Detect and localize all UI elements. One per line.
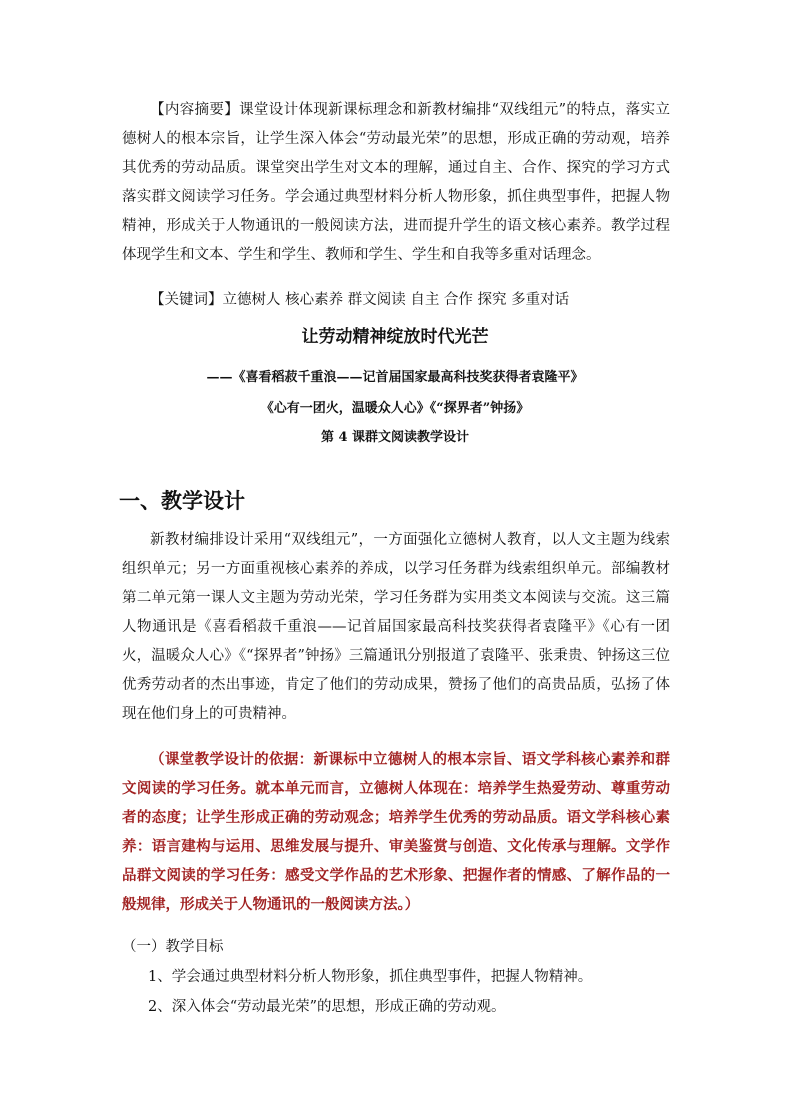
- subtitle-line-3: 第 4 课群文阅读教学设计: [320, 430, 470, 445]
- design-basis-paragraph: （课堂教学设计的依据：新课标中立德树人的根本宗旨、语文学科核心素养和群文阅读的学习任务。就本单元而言，立德树人体现在：培养学生热爱劳动、尊重劳动者的态度；让学生形成正确的劳动观念；培养学生优秀的劳动品质。语文学科核心素养：语言建构与运用、思维发展与提升、审美鉴赏与创造、文化传承与理解。文学作品群文阅读的学习任务：感受文学作品的艺术形象、把握作者的情感、了解作品的一般规律，形成关于人物通讯的一般阅读方法。）: [122, 751, 670, 913]
- objective-item-2: 2、深入体会“劳动最光荣”的思想，形成正确的劳动观。: [148, 999, 506, 1015]
- design-paragraph: 新教材编排设计采用“双线组元”，一方面强化立德树人教育，以人文主题为线索组织单元；另一方面重视核心素养的养成，以学习任务群为线索组织单元。部编教材第二单元第一课人文主题为劳动光荣，学习任务群为实用类文本阅读与交流。这三篇人物通讯是《喜看稻菽千重浪——记首届国家最高科技奖获得者袁隆平》《心有一团火，温暖众人心》《“探界者”钟扬》三篇通讯分别报道了袁隆平、张秉贵、钟扬这三位优秀劳动者的杰出事迹，肯定了他们的劳动成果，赞扬了他们的高贵品质，弘扬了体现在他们身上的可贵精神。: [122, 532, 670, 722]
- keywords-line: 【关键词】立德树人 核心素养 群文阅读 自主 合作 探究 多重对话: [150, 292, 570, 308]
- section-heading-teaching-design: 一、教学设计: [119, 488, 245, 513]
- subtitle-line-1: ——《喜看稻菽千重浪——记首届国家最高科技奖获得者袁隆平》: [206, 370, 584, 385]
- abstract-paragraph: 【内容摘要】课堂设计体现新课标理念和新教材编排“双线组元”的特点，落实立德树人的根本宗旨，让学生深入体会“劳动最光荣”的思想，形成正确的劳动观，培养其优秀的劳动品质。课堂突出学生对文本的理解，通过自主、合作、探究的学习方式落实群文阅读学习任务。学会通过典型材料分析人物形象，抓住典型事件，把握人物精神，形成关于人物通讯的一般阅读方法，进而提升学生的语文核心素养。教学过程体现学生和文本、学生和学生、教师和学生、学生和自我等多重对话理念。: [122, 102, 670, 263]
- objectives-heading: （一）教学目标: [122, 939, 224, 955]
- document-title: 让劳动精神绽放时代光芒: [301, 327, 489, 347]
- subtitle-line-2: 《心有一团火，温暖众人心》《“探界者”钟扬》: [260, 401, 530, 416]
- objective-item-1: 1、学会通过典型材料分析人物形象，抓住典型事件，把握人物精神。: [148, 969, 593, 985]
